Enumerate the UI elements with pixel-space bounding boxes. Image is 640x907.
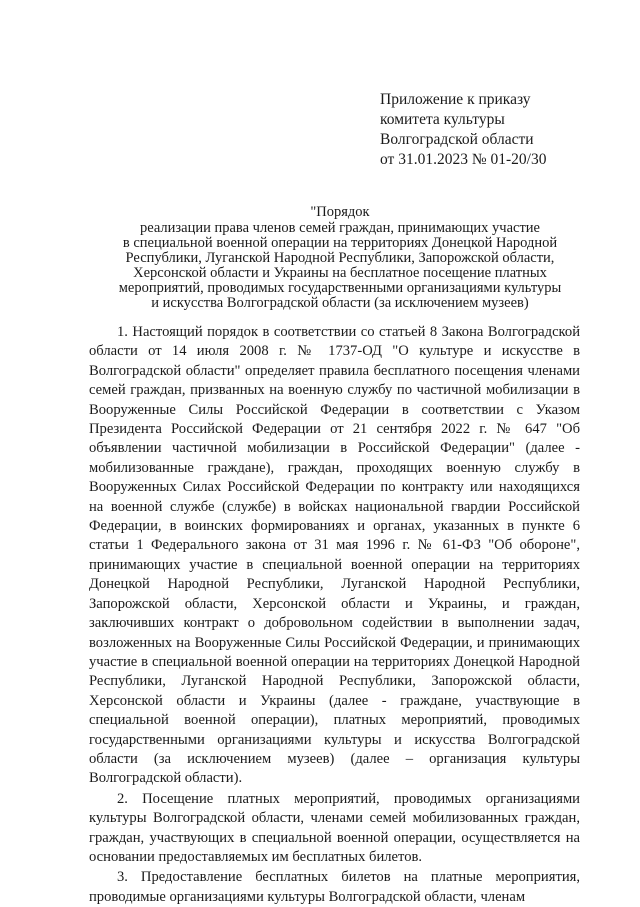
appendix-line: Приложение к приказу (380, 91, 531, 108)
title-line: мероприятий, проводимых государственными организациями культуры (118, 280, 562, 296)
title-line: Республики, Луганской Народной Республики, Запорожской области, (125, 250, 555, 266)
title-line: в специальной военной операции на территориях Донецкой Народной (122, 235, 558, 251)
document-body (89, 323, 580, 907)
appendix-line: от 31.01.2023 № 01-20/30 (380, 151, 547, 168)
paragraph-3: 3. Предоставление бесплатных билетов на платные мероприятия, проводимые организациями культуры Волгоградской области, членам (89, 869, 580, 905)
paragraph-1: 1. Настоящий порядок в соответствии со статьей 8 Закона Волгоградской области от 14 июля 2008 г. № 1737-ОД "О культуре и искусстве в Волгоградской области" определяет правила бесплатного посещения членами семей граждан, призванных на военную службу по частичной мобилизации в Вооруженные Силы Российской Федерации в соответствии с Указом Президента Российской Федерации от 21 сентября 2022 г. № 647 "Об объявлении частичной мобилизации в Российской Федерации" (далее - мобилизованные граждане), граждан, проходящих военную службу в Вооруженных Силах Российской Федерации по контракту или находящихся на военной службе (службе) в войсках национальной гвардии Российской Федерации, в воинских формированиях и органах, указанных в пункте 6 статьи 1 Федерального закона от 31 мая 1996 г. № 61-ФЗ "Об обороне", принимающих участие в специальной военной операции на территориях Донецкой Народной Республики, Луганской Народной Республики, Запорожской области, Херсонской области и Украины, и граждан, заключивших контракт о добровольном содействии в выполнении задач, возложенных на Вооруженные Силы Российской Федерации, и принимающих участие в специальной военной операции на территориях Донецкой Народной Республики, Луганской Народной Республики, Запорожской области, Херсонской области и Украины (далее - граждане, участвующие в специальной военной операции), платных мероприятий, проводимых государственными организациями культуры и искусства Волгоградской области (за исключением музеев) (далее – организация культуры Волгоградской области). (89, 324, 580, 787)
appendix-block (380, 90, 630, 170)
appendix-line: комитета культуры (380, 111, 505, 128)
document-title (90, 205, 590, 311)
title-line: Херсонской области и Украины на бесплатное посещение платных (133, 265, 547, 281)
paragraph-2: 2. Посещение платных мероприятий, проводимых организациями культуры Волгоградской области, членами семей мобилизованных граждан, граждан, участвующих в специальной военной операции, осуществляется на основании предоставляемых им бесплатных билетов. (89, 790, 580, 865)
appendix-line: Волгоградской области (380, 131, 534, 148)
title-line: реализации права членов семей граждан, принимающих участие (140, 220, 540, 236)
title-line: и искусства Волгоградской области (за исключением музеев) (151, 295, 529, 311)
title-heading: "Порядок (310, 204, 370, 220)
